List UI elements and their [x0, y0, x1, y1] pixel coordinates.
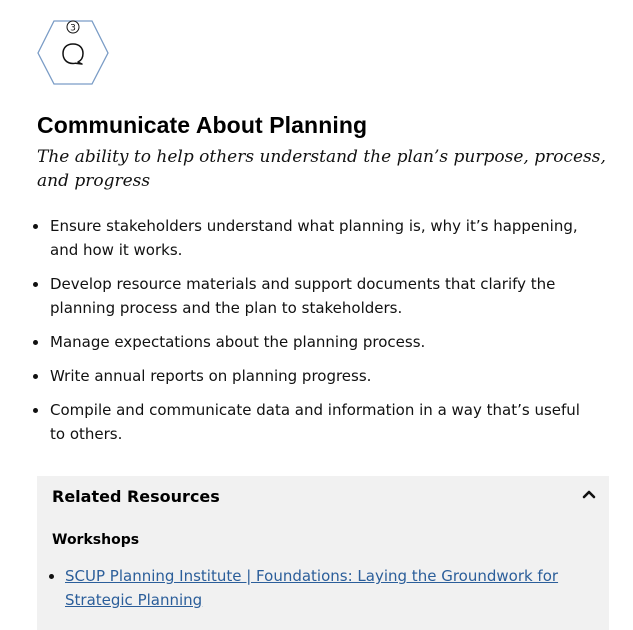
chevron-up-icon[interactable] — [582, 489, 596, 499]
competency-list — [50, 214, 595, 456]
speech-bubble-icon — [63, 44, 83, 64]
page-title: Communicate About Planning — [37, 112, 368, 138]
related-resources-panel — [37, 476, 609, 630]
badge-number: 3 — [70, 23, 76, 34]
workshops-heading: Workshops — [52, 532, 140, 548]
related-resources-toggle[interactable]: Related Resources — [52, 487, 220, 506]
page-subtitle: The ability to help others understand the plan’s purpose, process, and progress — [37, 147, 606, 191]
resource-list — [65, 564, 585, 612]
list-item: Compile and communicate data and information in a way that’s useful to others. — [50, 398, 595, 446]
list-item: Ensure stakeholders understand what planning is, why it’s happening, and how it works. — [50, 214, 595, 262]
resource-link[interactable]: SCUP Planning Institute | Foundations: Laying the Groundwork for Strategic Planning — [65, 567, 559, 609]
list-item: Write annual reports on planning progress. — [50, 364, 595, 388]
competency-badge — [36, 17, 110, 87]
list-item: Manage expectations about the planning process. — [50, 330, 595, 354]
list-item — [65, 564, 585, 612]
list-item: Develop resource materials and support documents that clarify the planning process and the plan to stakeholders. — [50, 272, 595, 320]
